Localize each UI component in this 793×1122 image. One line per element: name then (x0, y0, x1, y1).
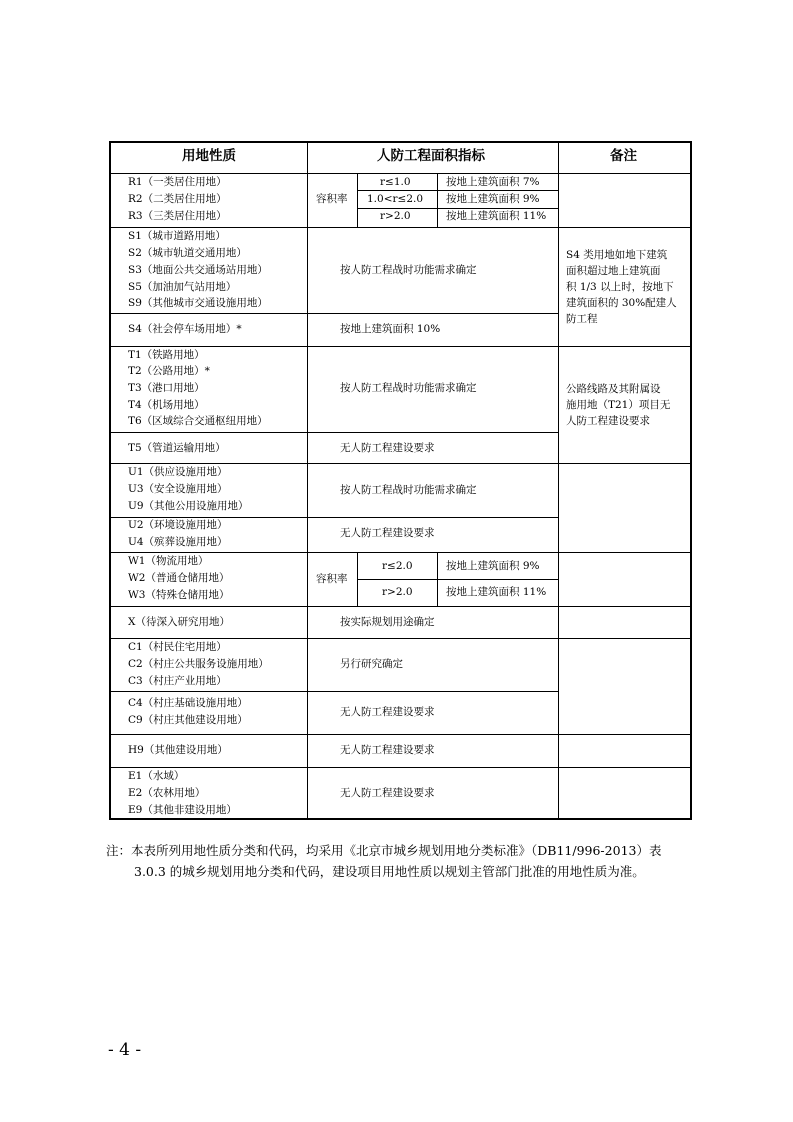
remark-t-1: 公路线路及其附属设 (566, 383, 661, 395)
code-t3: T3（港口用地） (128, 382, 205, 394)
val-r2: 按地上建筑面积 9% (446, 193, 540, 205)
code-s3: S3（地面公共交通场站用地） (128, 264, 268, 276)
index-u-a: 按人防工程战时功能需求确定 (340, 484, 477, 496)
code-u2: U2（环境设施用地） (128, 519, 228, 531)
index-u-b: 无人防工程建设要求 (340, 527, 435, 539)
val-w2: 按地上建筑面积 11% (446, 586, 547, 598)
code-w3: W3（特殊仓储用地） (128, 589, 230, 601)
header-landuse: 用地性质 (182, 148, 236, 164)
code-w1: W1（物流用地） (128, 555, 209, 567)
code-r3: R3（三类居住用地） (128, 210, 227, 222)
cond-r1: r≤1.0 (380, 176, 411, 188)
index-s4: 按地上建筑面积 10% (340, 323, 441, 335)
code-c9: C9（村庄其他建设用地） (128, 714, 248, 726)
code-t4: T4（机场用地） (128, 399, 205, 411)
cond-r2: 1.0<r≤2.0 (367, 193, 424, 205)
index-x: 按实际规划用途确定 (340, 616, 435, 628)
code-c4: C4（村庄基础设施用地） (128, 697, 248, 709)
remark-s-5: 防工程 (566, 313, 598, 325)
code-w2: W2（普通仓储用地） (128, 572, 230, 584)
code-c2: C2（村庄公共服务设施用地） (128, 658, 269, 670)
code-s4: S4（社会停车场用地）* (128, 323, 242, 335)
code-t6: T6（区域综合交通枢纽用地） (128, 415, 268, 427)
page-number: - 4 - (108, 1040, 142, 1060)
code-e1: E1（水域） (128, 770, 185, 782)
index-c-a: 另行研究确定 (340, 658, 403, 670)
code-u1: U1（供应设施用地） (128, 466, 228, 478)
remark-s-1: S4 类用地如地下建筑 (566, 249, 668, 261)
index-e: 无人防工程建设要求 (340, 787, 435, 799)
index-t: 按人防工程战时功能需求确定 (340, 382, 477, 394)
code-s2: S2（城市轨道交通用地） (128, 247, 247, 259)
code-u4: U4（殡葬设施用地） (128, 536, 228, 548)
code-h9: H9（其他建设用地） (128, 744, 228, 756)
cond-r3: r>2.0 (380, 210, 411, 222)
index-h9: 无人防工程建设要求 (340, 744, 435, 756)
val-r3: 按地上建筑面积 11% (446, 210, 547, 222)
val-r1: 按地上建筑面积 7% (446, 176, 540, 188)
header-remark: 备注 (610, 148, 637, 164)
code-e9: E9（其他非建设用地） (128, 804, 237, 816)
far-label-w: 容积率 (316, 573, 348, 585)
index-s: 按人防工程战时功能需求确定 (340, 264, 477, 276)
code-t2: T2（公路用地）* (128, 365, 210, 377)
remark-t-3: 人防工程建设要求 (566, 415, 650, 427)
remark-t-2: 施用地（T21）项目无 (566, 399, 671, 411)
code-s9: S9（其他城市交通设施用地） (128, 297, 268, 309)
code-u9: U9（其他公用设施用地） (128, 500, 249, 512)
note-line-2: 3.0.3 的城乡规划用地分类和代码，建设项目用地性质以规划主管部门批准的用地性质为准。 (134, 864, 645, 879)
remark-s-2: 面积超过地上建筑面 (566, 265, 661, 277)
cond-w2: r>2.0 (382, 586, 413, 598)
code-c1: C1（村民住宅用地） (128, 641, 227, 653)
code-c3: C3（村庄产业用地） (128, 675, 227, 687)
code-u3: U3（安全设施用地） (128, 483, 228, 495)
code-e2: E2（农林用地） (128, 787, 206, 799)
code-r1: R1（一类居住用地） (128, 176, 227, 188)
code-x: X（待深入研究用地） (128, 616, 230, 628)
remark-s-3: 积 1/3 以上时，按地下 (566, 281, 674, 293)
note-line-1: 注：本表所列用地性质分类和代码，均采用《北京市城乡规划用地分类标准》（DB11/996-2013）表 (106, 843, 662, 858)
code-r2: R2（二类居住用地） (128, 193, 227, 205)
val-w1: 按地上建筑面积 9% (446, 560, 540, 572)
header-index: 人防工程面积指标 (377, 148, 485, 164)
code-t5: T5（管道运输用地） (128, 442, 226, 454)
index-c-b: 无人防工程建设要求 (340, 706, 435, 718)
code-s1: S1（城市道路用地） (128, 230, 226, 242)
cond-w1: r≤2.0 (382, 560, 413, 572)
far-label-r: 容积率 (316, 193, 348, 205)
index-t5: 无人防工程建设要求 (340, 442, 435, 454)
code-t1: T1（铁路用地） (128, 349, 205, 361)
remark-s-4: 建筑面积的 30%配建人 (566, 297, 677, 309)
code-s5: S5（加油加气站用地） (128, 281, 237, 293)
